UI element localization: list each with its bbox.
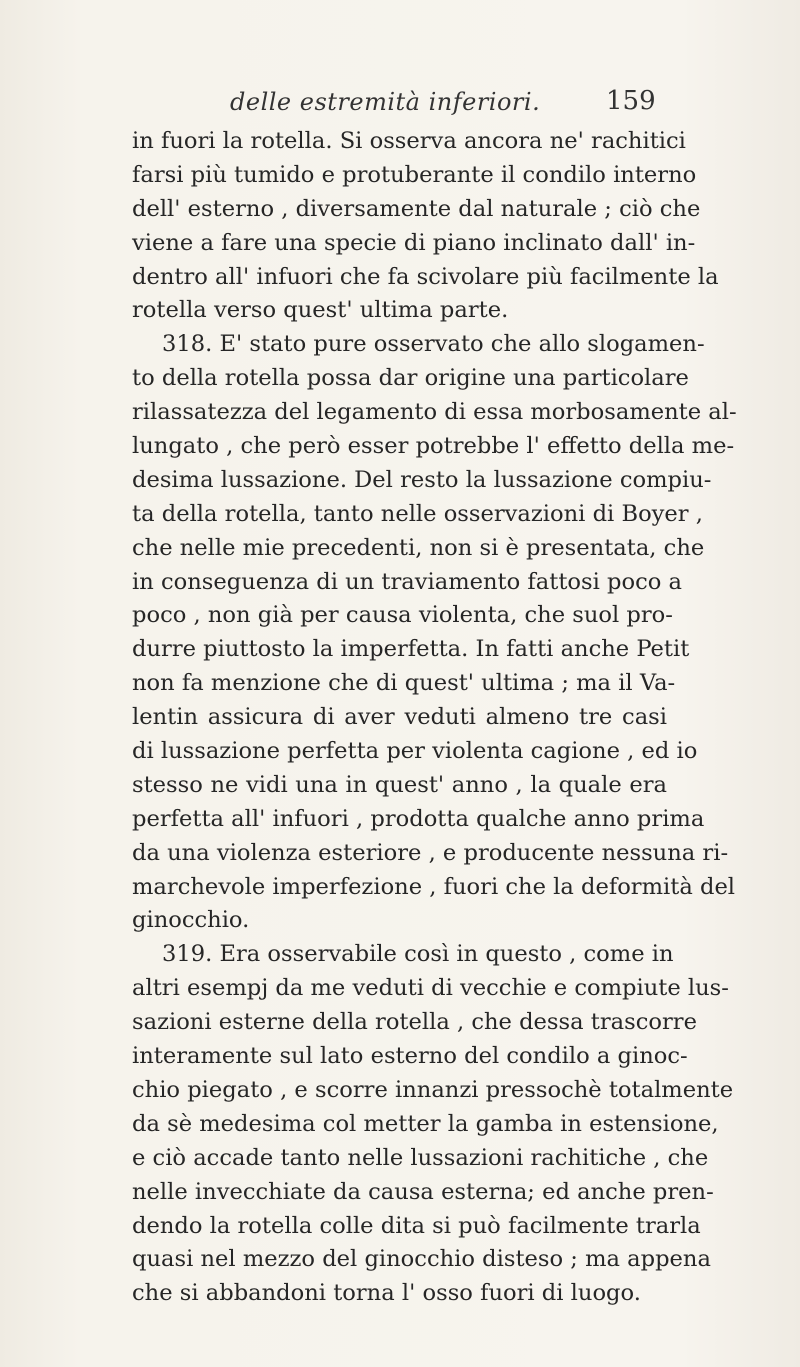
page-number: 159 — [606, 86, 656, 116]
paragraph-start-319: 319. Era osservabile così in questo , come in — [162, 941, 674, 968]
text-line: non fa menzione che di quest' ultima ; ma il Va- — [132, 670, 676, 697]
text-line: ta della rotella, tanto nelle osservazioni di Boyer , — [132, 500, 703, 527]
text-line: quasi nel mezzo del ginocchio disteso ; ma appena — [132, 1246, 711, 1273]
text-line: ginocchio. — [132, 907, 250, 934]
text-line: che nelle mie precedenti, non si è presentata, che — [132, 534, 705, 561]
text-line: durre piuttosto la imperfetta. In fatti anche Petit — [132, 636, 690, 663]
text-line: rilassatezza del legamento di essa morbosamente al- — [132, 399, 737, 426]
text-line: to della rotella possa dar origine una particolare — [132, 365, 689, 392]
text-line: viene a fare una specie di piano inclinato dall' in- — [132, 229, 696, 256]
text-line: marchevole imperfezione , fuori che la deformità del — [132, 873, 736, 900]
paragraph-start-318: 318. E' stato pure osservato che allo slogamen- — [162, 331, 705, 358]
text-line: da sè medesima col metter la gamba in estensione, — [132, 1110, 719, 1137]
text-line: lungato , che però esser potrebbe l' effetto della me- — [132, 433, 735, 460]
text-line: lentin assicura di aver veduti almeno tre casi — [132, 704, 667, 731]
text-line: dell' esterno , diversamente dal naturale ; ciò che — [132, 195, 701, 222]
text-line: e ciò accade tanto nelle lussazioni rachitiche , che — [132, 1144, 709, 1171]
text-line: rotella verso quest' ultima parte. — [132, 297, 509, 324]
text-line: da una violenza esteriore , e producente nessuna ri- — [132, 839, 729, 866]
text-line: altri esempj da me veduti di vecchie e compiute lus- — [132, 975, 729, 1002]
text-line: poco , non già per causa violenta, che suol pro- — [132, 602, 673, 629]
running-title: delle estremità inferiori. — [230, 88, 541, 116]
text-line: interamente sul lato esterno del condilo a ginoc- — [132, 1043, 688, 1070]
text-line: chio piegato , e scorre innanzi pressochè totalmente — [132, 1076, 734, 1103]
text-line: in fuori la rotella. Si osserva ancora ne' rachitici — [132, 128, 686, 154]
text-line: nelle invecchiate da causa esterna; ed anche pren- — [132, 1178, 714, 1205]
text-line: stesso ne vidi una in quest' anno , la quale era — [132, 771, 667, 798]
body-text — [132, 125, 737, 1311]
text-line: perfetta all' infuori , prodotta qualche anno prima — [132, 805, 705, 832]
text-line: che si abbandoni torna l' osso fuori di luogo. — [132, 1280, 641, 1307]
page-header — [0, 84, 800, 124]
text-line: dentro all' infuori che fa scivolare più facilmente la — [132, 263, 719, 290]
text-line: desima lussazione. Del resto la lussazione compiu- — [132, 466, 712, 493]
text-line: farsi più tumido e protuberante il condilo interno — [132, 161, 697, 188]
text-line: di lussazione perfetta per violenta cagione , ed io — [132, 738, 698, 765]
text-line: dendo la rotella colle dita si può facilmente trarla — [132, 1212, 701, 1239]
text-line: in conseguenza di un traviamento fattosi poco a — [132, 568, 682, 595]
text-line: sazioni esterne della rotella , che dessa trascorre — [132, 1009, 697, 1036]
